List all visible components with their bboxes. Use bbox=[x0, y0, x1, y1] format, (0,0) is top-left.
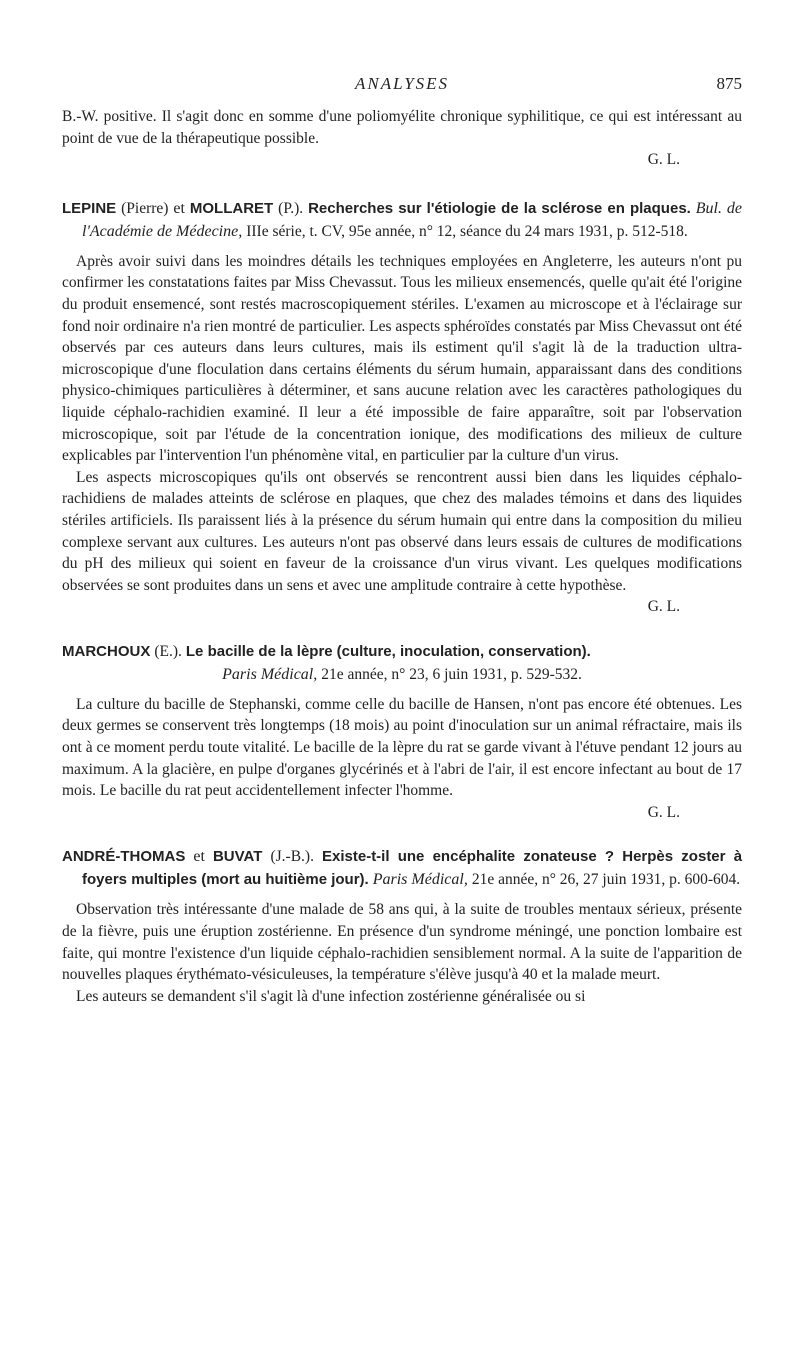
author-initials: (Pierre) bbox=[121, 199, 169, 217]
continuation-text: B.-W. positive. Il s'agit donc en somme d'une poliomyélite chronique syphilitique, ce qui est intéressant au point de vue de la thérapeutique possible. bbox=[62, 108, 742, 147]
author-name: MARCHOUX bbox=[62, 642, 151, 660]
citation-reference: 21e année, n° 23, 6 juin 1931, p. 529-532. bbox=[321, 665, 582, 683]
article-heading bbox=[62, 845, 742, 891]
running-header bbox=[62, 74, 742, 98]
article-title: Existe-t-il une encéphalite zonateuse ? Herpès zoster à foyers multiples (mort au huitième jour). bbox=[82, 848, 743, 889]
body-paragraph: La culture du bacille de Stephanski, comme celle du bacille de Hansen, n'ont pas encore été obtenues. Les deux germes se conservent très longtemps (18 mois) au point d'inoculation sur un animal réfractaire, mais ils ont à ce moment perdu toute vitalité. Le bacille de la lèpre du rat se garde vivant à l'étuve pendant 12 jours au maximum. A la glacière, en pulpe d'organes glycérinés et à l'abri de l'air, il est encore infectant au bout de 17 mois. Le bacille du rat peut accidentellement infecter l'homme. bbox=[62, 695, 742, 800]
body-paragraph: Les auteurs se demandent s'il s'agit là d'une infection zostérienne généralisée ou si bbox=[76, 987, 586, 1005]
page-content bbox=[62, 106, 742, 1007]
citation-reference: IIIe série, t. CV, 95e année, n° 12, séance du 24 mars 1931, p. 512-518. bbox=[246, 222, 688, 240]
author-name: LEPINE bbox=[62, 199, 117, 217]
body-paragraph: Observation très intéressante d'une malade de 58 ans qui, à la suite de troubles mentaux sérieux, présente de la fièvre, puis une éruption zostérienne. En présence d'un syndrome méningé, une ponction lombaire est faite, qui montre l'existence d'un liquide céphalo-rachidien sensiblement normal. A la suite de l'apparition de nouvelles plaques érythémato-vésiculeuses, la température s'élève jusqu'à 40 et la malade meurt. bbox=[62, 901, 742, 984]
author-name: MOLLARET bbox=[189, 199, 274, 217]
author-initials: (J.-B.). bbox=[270, 848, 314, 866]
signature: G. L. bbox=[647, 151, 680, 169]
author-name: BUVAT bbox=[212, 848, 263, 866]
article-heading bbox=[62, 197, 742, 243]
author-name: ANDRÉ-THOMAS bbox=[62, 848, 186, 866]
page-number: 875 bbox=[716, 74, 742, 93]
body-paragraph: Après avoir suivi dans les moindres détails les techniques employées en Angleterre, les auteurs n'ont pu confirmer les constatations faites par Miss Chevassut. Tous les milieux ensemencés, quelle qu'ait été l'origine du produit ensemencé, sont restés macroscopiquement stériles. L'examen au microscope et à l'éclairage sur fond noir ordinaire n'a rien montré de particulier. Les aspects sphéroïdes constatés par Miss Chevassut ont été observés par ces auteurs dans leurs cultures, mais ils estiment qu'il s'agit là de la traduction ultra-microscopique d'une floculation dans certains éléments du sérum humain, apparaissant dans des conditions physico-chimiques particulières à déterminer, et sans aucune relation avec les caractères pathologiques du liquide céphalo-rachidien examiné. Il leur a été impossible de faire apparaître, soit par l'observation microscopique, soit par l'étude de la concentration ionique, des modifications des milieux de culture explicables par l'intervention l'un phénomène vital, en particulier par la culture d'un virus. bbox=[62, 252, 742, 465]
signature: G. L. bbox=[647, 598, 680, 616]
journal-name: Bul. de l'Académie de Médecine, bbox=[82, 199, 743, 240]
conjunction: et bbox=[193, 848, 205, 866]
article-title: Le bacille de la lèpre bbox=[185, 642, 333, 660]
citation-line bbox=[62, 663, 742, 686]
journal-name: Paris Médical, bbox=[372, 871, 468, 889]
article-heading bbox=[62, 640, 742, 686]
signature: G. L. bbox=[647, 803, 680, 821]
citation-reference: 21e année, n° 26, 27 juin 1931, p. 600-604. bbox=[471, 871, 741, 889]
author-initials: (P.). bbox=[278, 199, 304, 217]
conjunction: et bbox=[173, 199, 185, 217]
author-initials: (E.). bbox=[154, 642, 182, 660]
article-title: Recherches sur l'étiologie de la sclérose en plaques. bbox=[308, 199, 691, 217]
body-paragraph: Les aspects microscopiques qu'ils ont observés se rencontrent aussi bien dans les liquides céphalo-rachidiens de malades atteints de sclérose en plaques, que chez des malades témoins et dans des liquides stériles artificiels. Ils paraissent liés à la présence du sérum humain qui entre dans la composition du milieu complexe servant aux cultures. Les auteurs n'ont pas observé dans leurs essais de cultures de modifications du pH des milieux qui soient en faveur de la croissance d'un virus vivant. Les quelques modifications observées se sont produites dans un sens et avec une amplitude contraire à cette hypothèse. bbox=[62, 468, 742, 594]
journal-name: Paris Médical, bbox=[222, 665, 318, 683]
article-subtitle: (culture, inoculation, conservation). bbox=[336, 642, 591, 660]
running-title: ANALYSES bbox=[354, 74, 450, 93]
